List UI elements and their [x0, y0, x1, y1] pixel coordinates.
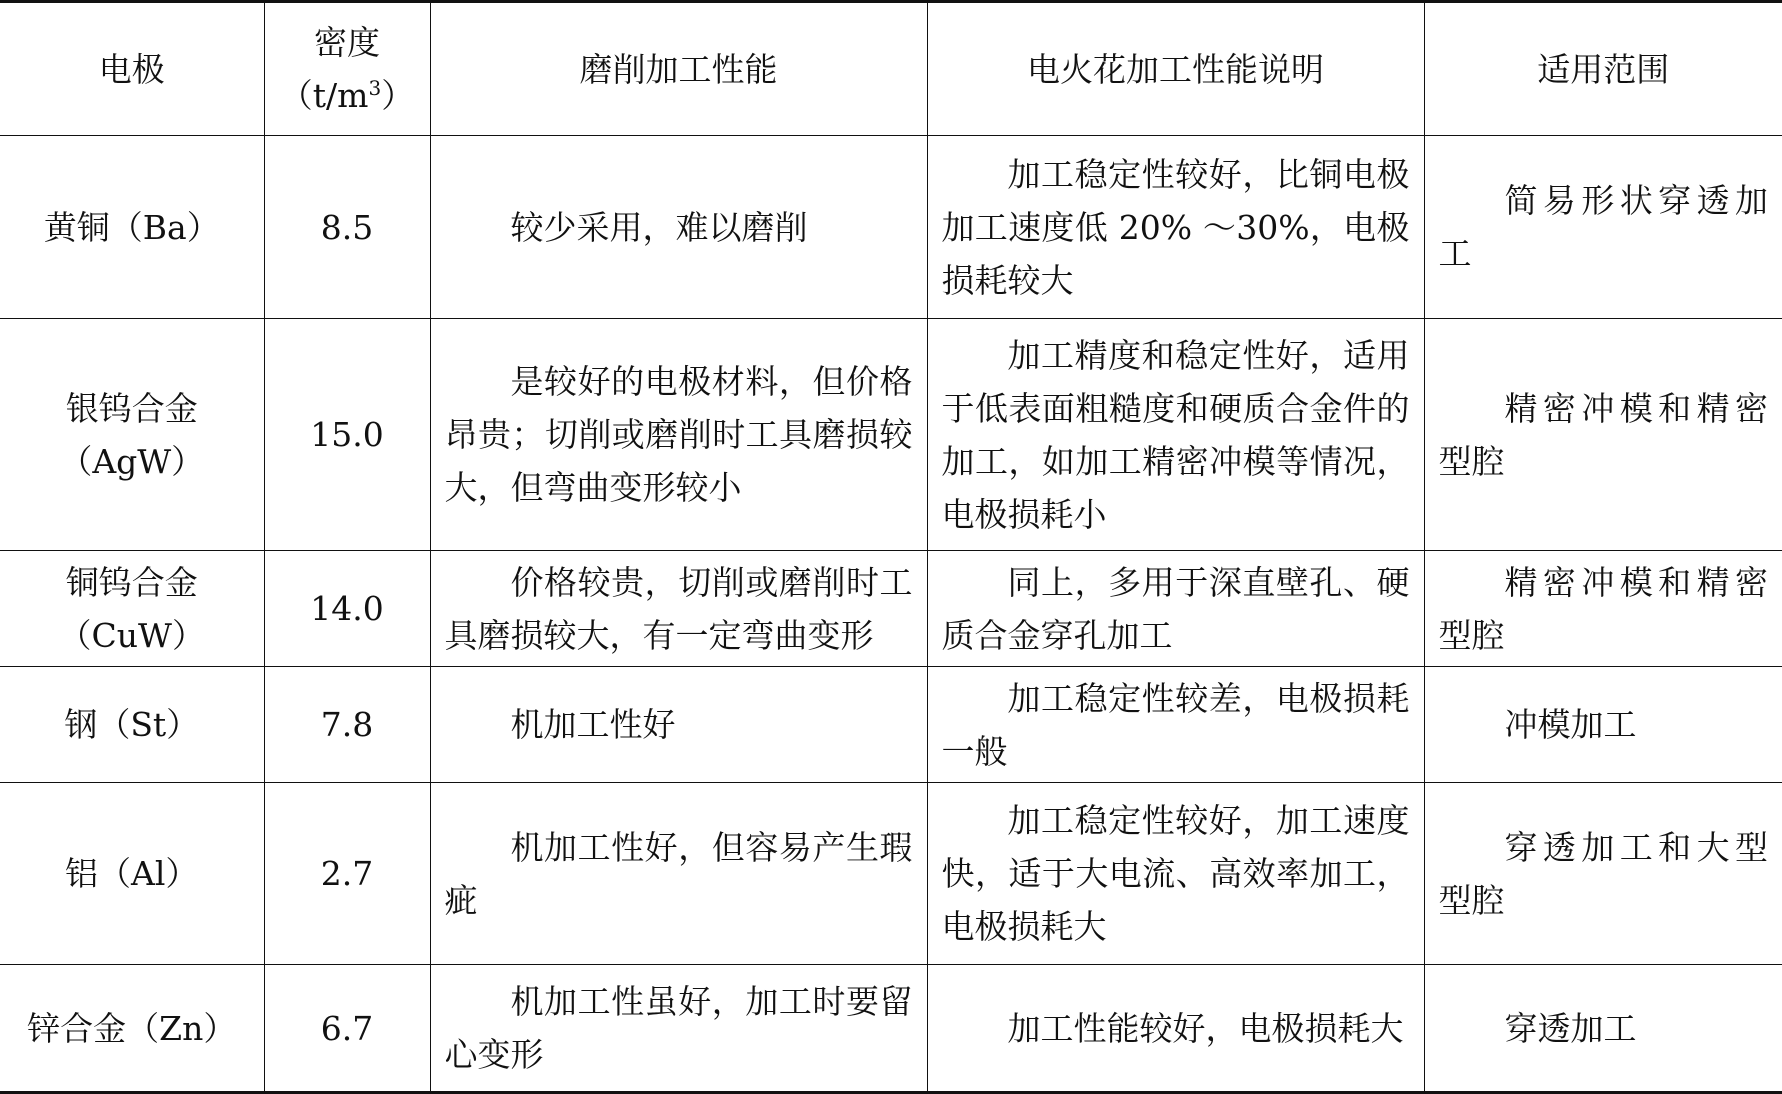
table-row: [0, 667, 1782, 783]
cell-electrode: [0, 551, 264, 667]
cell-electrode: [0, 965, 264, 1093]
electrode-name: 锌合金（Zn）: [27, 1008, 237, 1048]
cell-density: 14.0: [264, 551, 430, 667]
header-scope: 适用范围: [1424, 2, 1782, 136]
cell-electrode: [0, 667, 264, 783]
cell-scope: 精密冲模和精密型腔: [1424, 319, 1782, 551]
header-grinding: 磨削加工性能: [430, 2, 927, 136]
cell-density: 2.7: [264, 783, 430, 965]
cell-electrode: [0, 136, 264, 319]
cell-grinding: 机加工性好，但容易产生瑕疵: [430, 783, 927, 965]
cell-edm: 加工稳定性较好，比铜电极加工速度低 20% ～30%，电极损耗较大: [927, 136, 1424, 319]
density-unit-open: （t/m: [279, 76, 369, 115]
electrode-symbol: （AgW）: [59, 441, 205, 481]
table-row: [0, 319, 1782, 551]
table-row: [0, 136, 1782, 319]
cell-scope: 穿透加工: [1424, 965, 1782, 1093]
cell-scope: 精密冲模和精密型腔: [1424, 551, 1782, 667]
cell-density: 7.8: [264, 667, 430, 783]
electrode-name: 黄铜（Ba）: [43, 207, 220, 247]
header-density-label: 密度: [314, 23, 380, 62]
density-unit-close: ）: [381, 76, 415, 115]
cell-scope: 简易形状穿透加工: [1424, 136, 1782, 319]
electrode-name: 铝（Al）: [65, 854, 199, 893]
cell-edm: 加工稳定性较好，加工速度快，适于大电流、高效率加工，电极损耗大: [927, 783, 1424, 965]
cell-electrode: [0, 319, 264, 551]
cell-grinding: 机加工性好: [430, 667, 927, 783]
cell-edm: 同上，多用于深直壁孔、硬质合金穿孔加工: [927, 551, 1424, 667]
cell-grinding: 机加工性虽好，加工时要留心变形: [430, 965, 927, 1093]
header-electrode: 电极: [0, 2, 264, 136]
cell-edm: 加工性能较好，电极损耗大: [927, 965, 1424, 1093]
header-row: [0, 2, 1782, 136]
cell-density: 8.5: [264, 136, 430, 319]
cell-grinding: 较少采用，难以磨削: [430, 136, 927, 319]
density-unit-superscript: 3: [368, 76, 382, 100]
cell-edm: 加工精度和稳定性好，适用于低表面粗糙度和硬质合金件的加工，如加工精密冲模等情况，电极损耗小: [927, 319, 1424, 551]
table-header: [0, 2, 1782, 136]
header-density-unit: [279, 69, 416, 122]
cell-edm: 加工稳定性较差，电极损耗一般: [927, 667, 1424, 783]
cell-grinding: 价格较贵，切削或磨削时工具磨损较大，有一定弯曲变形: [430, 551, 927, 667]
cell-electrode: [0, 783, 264, 965]
electrode-name: 钢（St）: [64, 705, 200, 744]
header-edm: 电火花加工性能说明: [927, 2, 1424, 136]
table-row: [0, 551, 1782, 667]
cell-density: 15.0: [264, 319, 430, 551]
cell-scope: 穿透加工和大型型腔: [1424, 783, 1782, 965]
table-row: [0, 783, 1782, 965]
cell-grinding: 是较好的电极材料，但价格昂贵；切削或磨削时工具磨损较大，但弯曲变形较小: [430, 319, 927, 551]
table-row: [0, 965, 1782, 1093]
table-body: [0, 136, 1782, 1093]
electrode-symbol: （CuW）: [58, 615, 205, 655]
cell-density: 6.7: [264, 965, 430, 1093]
header-density: [264, 2, 430, 136]
electrode-name: 银钨合金: [65, 388, 198, 428]
electrode-name: 铜钨合金: [65, 562, 198, 602]
cell-scope: 冲模加工: [1424, 667, 1782, 783]
